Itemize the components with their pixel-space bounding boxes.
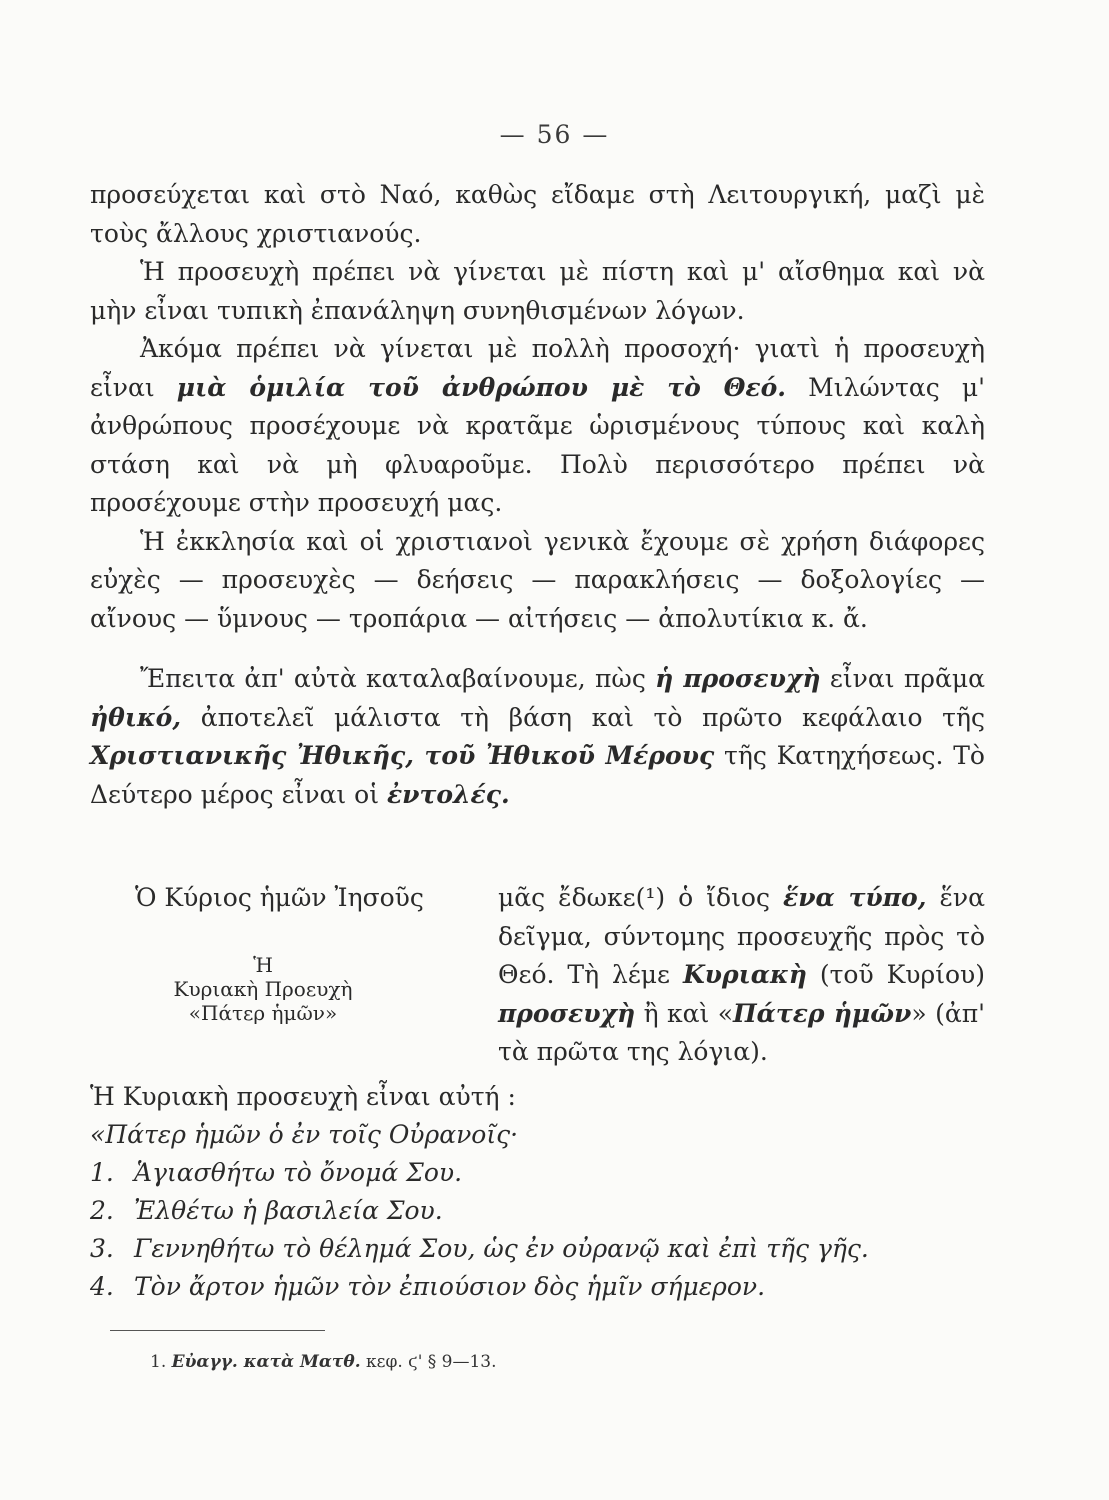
line-number: 4.: [90, 1272, 114, 1301]
emphasis: Κυριακὴ: [682, 960, 807, 989]
prayer-text: Γεννηθήτω τὸ θέλημά Σου, ὡς ἐν οὐρανῷ καὶ ἐπὶ τῆς γῆς.: [134, 1234, 869, 1263]
section-lead: Ὁ Κύριος ἡμῶν Ἰησοῦς: [135, 883, 424, 912]
emphasis: ἕνα τύπο,: [783, 883, 927, 912]
prayer-line: [90, 1192, 985, 1230]
paragraph: Ἡ ἐκκλησία καὶ οἱ χριστιανοὶ γενικὰ ἔχουμε σὲ χρήση διάφορες εὐχὲς — προσευχὲς — δεήσεις — παρακλήσεις — δοξολογίες — αἴνους — ὕμνους — τροπάρια — αἰτήσεις — ἀπολυτίκια κ. ἄ.: [90, 526, 985, 633]
line-number: 2.: [90, 1196, 114, 1225]
prayer-line: [90, 1154, 985, 1192]
line-number: 1.: [90, 1158, 114, 1187]
margin-note-line: Κυριακὴ Προευχὴ: [173, 977, 353, 1001]
footnote: [150, 1352, 497, 1372]
prayer-text: Ἐλθέτω ἡ βασιλεία Σου.: [134, 1196, 443, 1225]
text-run: » (ἀπ' τὰ πρῶτα της λόγια).: [498, 998, 986, 1066]
emphasis: ἠθικό,: [90, 702, 182, 732]
line-number: 3.: [90, 1234, 114, 1263]
prayer-block: [90, 1078, 985, 1306]
emphasis: μιὰ ὁμιλία τοῦ ἀνθρώπου μὲ τὸ Θεό.: [176, 372, 787, 402]
text-run: (τοῦ Κυρίου): [819, 960, 985, 989]
text-run: μᾶς ἔδωκε(¹) ὁ ἴδιος: [498, 883, 770, 912]
prayer-intro: Ἡ Κυριακὴ προσευχὴ εἶναι αὐτή :: [90, 1082, 516, 1111]
footnote-divider: [110, 1330, 325, 1331]
prayer-text: Ἁγιασθήτω τὸ ὄνομά Σου.: [134, 1158, 463, 1187]
emphasis: Πάτερ ἡμῶν: [733, 998, 912, 1028]
text-run: ἀποτελεῖ μάλιστα τὴ βάση καὶ τὸ πρῶτο κεφάλαιο τῆς: [200, 702, 985, 732]
paragraph: προσεύχεται καὶ στὸ Ναό, καθὼς εἴδαμε στὴ Λειτουργική, μαζὶ μὲ τοὺς ἄλλους χριστιανούς.: [90, 180, 985, 248]
prayer-text: Τὸν ἄρτον ἡμῶν τὸν ἐπιούσιον δὸς ἡμῖν σήμερον.: [134, 1272, 766, 1301]
emphasis: ἡ προσευχὴ: [655, 664, 821, 693]
footnote-reference: κεφ. ϛ' § 9—13.: [366, 1352, 497, 1372]
margin-note-line: «Πάτερ ἡμῶν»: [188, 1001, 338, 1025]
text-run: Ἀκόμα πρέπει νὰ γίνεται μὲ πολλὴ προσοχή· γιατὶ ἡ προσευχὴ εἶναι: [90, 334, 985, 402]
prayer-line: [90, 1268, 985, 1306]
text-run: Μιλώντας μ' ἀνθρώπους προσέχουμε νὰ κρατᾶμε ὡρισμένους τύπους καὶ καλὴ στάση καὶ νὰ μὴ φλυαροῦμε. Πολὺ περισσότερο πρέπει νὰ προσέχουμε στὴν προσευχή μας.: [90, 372, 985, 517]
margin-note: [138, 953, 388, 1025]
margin-note-line: Ἡ: [253, 953, 273, 977]
section-with-sidenote: [90, 873, 986, 1066]
section-body: [498, 879, 985, 1072]
paragraph: [90, 660, 985, 814]
prayer-line: [90, 1230, 985, 1268]
emphasis: ἐντολές.: [386, 779, 510, 809]
paragraph: [90, 330, 985, 523]
emphasis: Χριστιανικῆς Ἠθικῆς, τοῦ Ἠθικοῦ Μέρους: [90, 741, 715, 770]
page-number: — 56 —: [499, 120, 610, 149]
footnote-source: Εὐαγγ. κατὰ Ματθ.: [171, 1352, 361, 1372]
paragraph: Ἡ προσευχὴ πρέπει νὰ γίνεται μὲ πίστη καὶ μ' αἴσθημα καὶ νὰ μὴν εἶναι τυπικὴ ἐπανάληψη συνηθισμένων λόγων.: [90, 257, 985, 325]
text-run: εἶναι πρᾶμα: [829, 664, 985, 693]
text-run: ἢ καὶ «: [643, 998, 734, 1028]
text-run: τῆς Κατηχήσεως. Τὸ Δεύτερο μέρος εἶναι οἱ: [90, 741, 985, 809]
emphasis: προσευχὴ: [498, 998, 636, 1028]
main-text: [90, 176, 985, 814]
text-run: ἕνα δεῖγμα, σύντομης προσευχῆς πρὸς τὸ Θεό. Τὴ λέμε: [498, 883, 985, 989]
text-run: Ἔπειτα ἀπ' αὐτὰ καταλαβαίνουμε, πὼς: [140, 664, 646, 693]
prayer-opening: «Πάτερ ἡμῶν ὁ ἐν τοῖς Οὐρανοῖς·: [90, 1120, 519, 1149]
footnote-number: 1.: [150, 1352, 167, 1372]
